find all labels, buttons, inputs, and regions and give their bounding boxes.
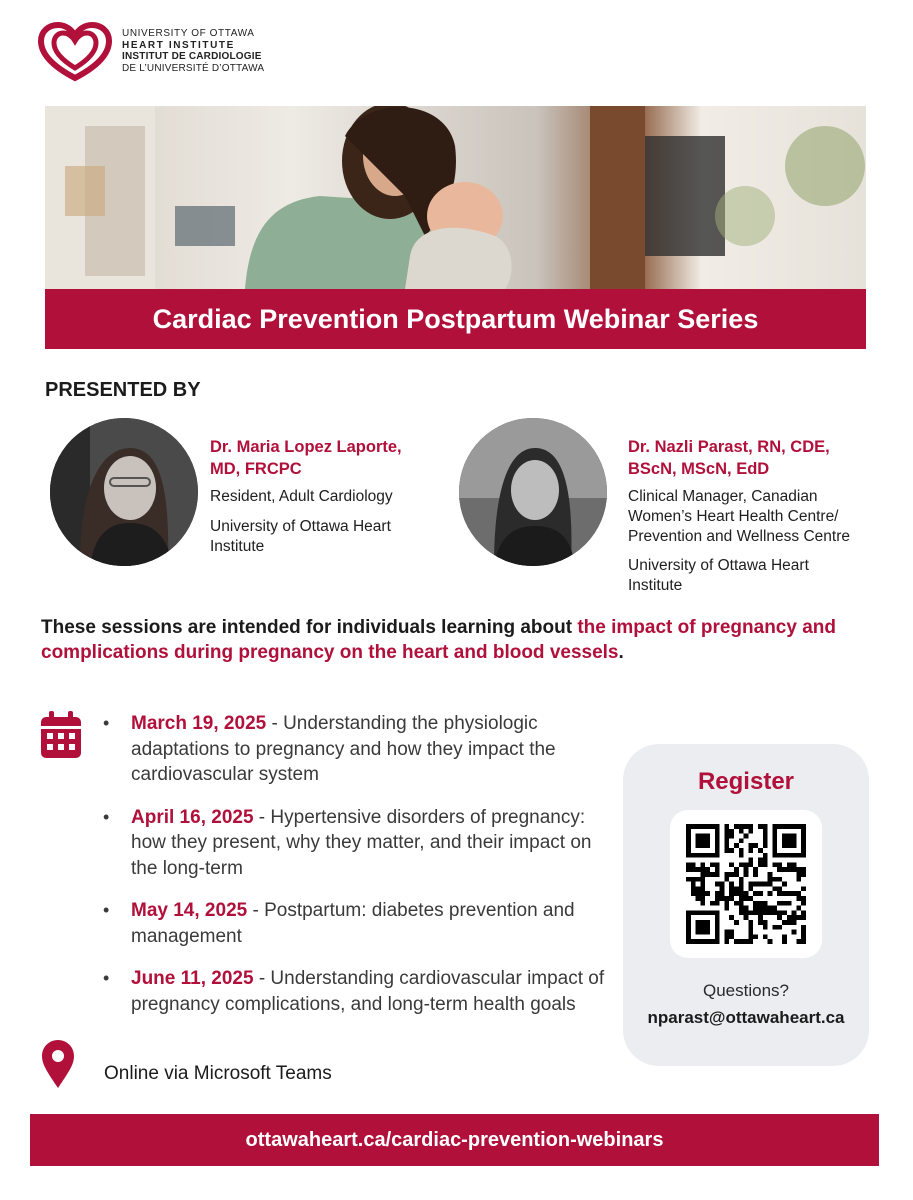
logo-line-2: HEART INSTITUTE xyxy=(122,39,235,51)
session-description: - Understanding the physiologic adaptations to pregnancy and how they impact the cardiovascular system xyxy=(131,713,556,785)
intro-tail: . xyxy=(618,642,624,663)
session-item xyxy=(103,898,608,949)
location-pin-icon xyxy=(40,1039,76,1089)
speaker-1-photo xyxy=(50,418,198,566)
speaker-1-name: Dr. Maria Lopez Laporte, MD, FRCPC xyxy=(210,438,402,478)
session-date: May 14, 2025 xyxy=(131,900,248,921)
session-item xyxy=(103,805,608,882)
logo-line-3: INSTITUT DE CARDIOLOGIE xyxy=(122,51,262,62)
session-date: April 16, 2025 xyxy=(131,806,254,828)
register-qr-code[interactable] xyxy=(670,810,822,958)
contact-email-link[interactable]: nparast@ottawaheart.ca xyxy=(647,1008,845,1027)
questions-label: Questions? xyxy=(703,981,789,1000)
speaker-1-role: Resident, Adult Cardiology xyxy=(210,488,393,505)
footer-url-link[interactable]: ottawaheart.ca/cardiac-prevention-webinars xyxy=(30,1114,879,1166)
hero-photo xyxy=(45,106,866,289)
intro-highlight: the impact of pregnancy and complications during pregnancy on the heart and blood vessels xyxy=(41,617,836,663)
location-text: Online via Microsoft Teams xyxy=(104,1063,332,1084)
logo-line-4: DE L’UNIVERSITÉ D’OTTAWA xyxy=(122,62,265,74)
session-description: - Hypertensive disorders of pregnancy: how they present, why they matter, and their impact on the long-term xyxy=(131,806,592,879)
speaker-1-organization: University of Ottawa Heart Institute xyxy=(210,518,391,555)
session-item xyxy=(103,711,608,788)
session-date: March 19, 2025 xyxy=(131,713,267,734)
intro-paragraph xyxy=(41,615,881,665)
bullet: • xyxy=(103,900,110,920)
speaker-2-name: Dr. Nazli Parast, RN, CDE, BScN, MScN, EdD xyxy=(628,438,830,478)
speaker-2-photo xyxy=(459,418,607,566)
speaker-2-organization: University of Ottawa Heart Institute xyxy=(628,557,809,594)
session-item xyxy=(103,966,608,1017)
bullet: • xyxy=(103,806,110,827)
session-description: - Postpartum: diabetes prevention and management xyxy=(131,900,575,947)
calendar-icon xyxy=(40,711,82,759)
intro-lead: These sessions are intended for individuals learning about xyxy=(41,617,578,638)
bullet: • xyxy=(103,968,110,988)
institute-logo xyxy=(38,22,298,88)
session-description: - Understanding cardiovascular impact of pregnancy complications, and long-term health goals xyxy=(131,968,605,1015)
bullet: • xyxy=(103,713,110,733)
session-date: June 11, 2025 xyxy=(131,968,254,989)
session-list xyxy=(103,711,608,1034)
heart-logo-icon xyxy=(38,22,112,82)
presented-by-heading: PRESENTED BY xyxy=(45,379,201,401)
series-title-banner: Cardiac Prevention Postpartum Webinar Series xyxy=(45,289,866,349)
register-card xyxy=(623,744,869,1066)
qr-code-icon xyxy=(686,824,806,944)
register-heading: Register xyxy=(697,768,795,795)
speaker-2-role: Clinical Manager, Canadian Women’s Heart Health Centre/ Prevention and Wellness Centre xyxy=(628,488,851,545)
logo-line-1: UNIVERSITY OF OTTAWA xyxy=(122,28,255,39)
